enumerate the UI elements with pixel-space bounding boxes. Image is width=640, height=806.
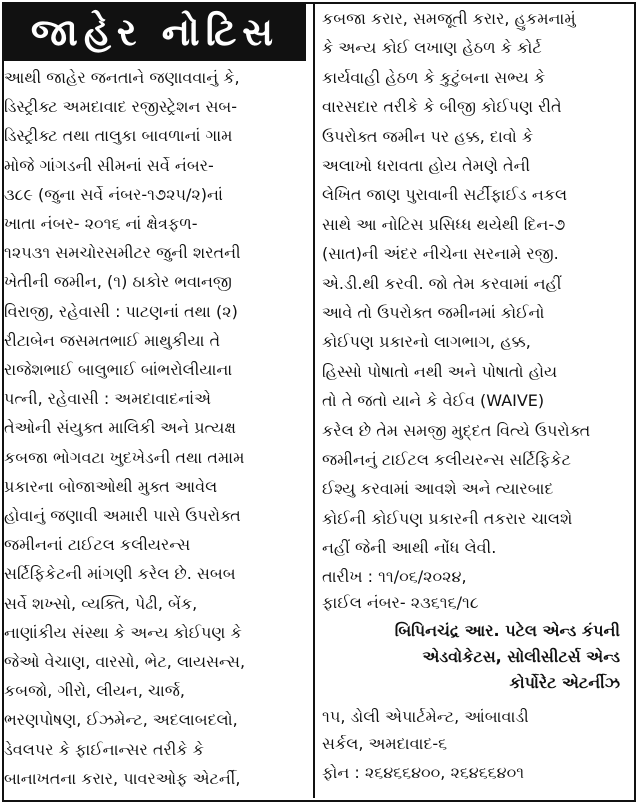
text-line: કોઈપણ પ્રકારનો લાગભાગ, હક્ક, — [322, 332, 531, 352]
text-line: આવે તો ઉપરોક્ત જમીનમાં કોઈનો — [322, 303, 545, 322]
firm-title-line-1: એડવોકેટસ, સોલીસીટર્સ એન્ડ — [422, 647, 620, 666]
text-line: અલાખો ધરાવતા હોય તેમણે તેની — [322, 156, 531, 175]
text-line: ડેવલપર કે ફાઈનાન્સર તરીકે કે — [4, 739, 204, 759]
phone-line: ફોન : ૨૬૪૬૬૪૦૦, ૨૬૪૬૬૪૦૧ — [322, 763, 525, 782]
text-line: હોવાનું જણાવી અમારી પાસે ઉપરોક્ત — [4, 506, 241, 525]
notice-title: જાહેર નોટિસ — [30, 10, 280, 54]
text-line: એ.ડી.થી કરવી. જો તેમ કરવામાં નહીં — [322, 273, 562, 293]
text-line: જેઓ વેચાણ, વારસો, ભેટ, લાયસન્સ, — [4, 652, 246, 671]
text-line: ભરણપોષણ, ઈઝમેન્ટ, અદલાબદલો, — [4, 710, 238, 730]
text-line: જમીનનું ટાઈટલ કલીયરન્સ સર્ટિફિકેટ — [322, 450, 571, 469]
text-line: કબજા ભોગવટા ખુદખેડની તથા તમામ — [4, 447, 245, 467]
text-line: કાર્યવાહી હેઠળ કે કુટુંબના સભ્ય કે — [322, 67, 546, 87]
text-line: જમીનનાં ટાઈટલ કલીયરન્સ — [4, 535, 191, 555]
text-line: સર્વે શખ્સો, વ્યક્તિ, પેઢી, બેંક, — [4, 593, 198, 613]
text-line: ખાતા નંબર- ૨૦૧૬ નાં ક્ષેત્રફળ- — [4, 214, 198, 233]
text-line: વિરાજી, રહેવાસી : પાટણનાં તથા (૨) — [4, 301, 238, 321]
date-line: તારીખ : ૧૧/૦૬/૨૦૨૪, — [322, 567, 467, 586]
text-line: ડિસ્ટ્રીક્ટ અમદાવાદ રજીસ્ટ્રેશન સબ- — [4, 97, 238, 117]
text-line: બાનાખતના કરાર, પાવરઓફ એટર્ની, — [4, 768, 241, 788]
text-line: તેઓની સંયુક્ત માલિકી અને પ્રત્યક્ષ — [4, 418, 236, 438]
text-line: વારસદાર તરીકે કે બીજી કોઈપણ રીતે — [322, 97, 562, 117]
text-line: મોજે ગાંગડની સીમનાં સર્વે નંબર- — [4, 155, 214, 175]
text-line: ખેતીની જમીન, (૧) ઠાકોર ભવાનજી — [4, 272, 232, 292]
text-line: હિસ્સો પોષાતો નથી અને પોષાતો હોય — [322, 361, 558, 381]
text-line: પ્રકારના બોજાઓથી મુક્ત આવેલ — [4, 476, 218, 496]
text-line: રાજેશભાઈ બાલુભાઈ બાંભરોલીયાના — [4, 360, 233, 379]
text-line: (સાત)ની અંદર નીચેના સરનામે રજી. — [322, 244, 559, 264]
text-line: તો તે જતો યાને કે વેઈવ (WAIVE) — [322, 391, 545, 411]
text-line: કરેલ છે તેમ સમજી મુદ્દત વિત્યે ઉપરોક્ત — [322, 420, 591, 440]
firm-title-line-2: કોર્પોરેટ એટર્નીઝ — [509, 673, 620, 692]
title-banner — [4, 4, 306, 61]
file-number-line: ફાઈલ નંબર- ૨૩૬૧૬/૧૮ — [322, 593, 479, 612]
text-line: સાથે આ નોટિસ પ્રસિધ્ધ થયેથી દિન-૭ — [322, 214, 566, 234]
text-line: રીટાબેન જસમતભાઈ માથુકીયા તે — [4, 330, 221, 350]
text-line: આથી જાહેર જનતાને જણાવવાનું કે, — [4, 68, 240, 87]
text-line: ઈશ્યુ કરવામાં આવશે અને ત્યારબાદ — [322, 479, 554, 499]
text-line: કે અન્ય કોઈ લખાણ હેઠળ કે કોર્ટ — [322, 38, 542, 58]
firm-name: બિપિનચંદ્ર આર. પટેલ એન્ડ કંપની — [394, 621, 620, 640]
text-line: નાણાંકીય સંસ્થા કે અન્ય કોઈપણ કે — [4, 622, 242, 642]
text-line: કબજા કરાર, સમજૂતી કરાર, હુકમનામું — [322, 9, 576, 28]
column-divider — [313, 4, 315, 798]
text-line: ડિસ્ટ્રીક્ટ તથા તાલુકા બાવળાનાં ગામ — [4, 126, 233, 146]
address-line-2: સર્કલ, અમદાવાદ-૬ — [322, 734, 448, 753]
text-line: સર્ટિફિકેટની માંગણી કરેલ છે. સબબ — [4, 564, 236, 584]
text-line: ઉપરોક્ત જમીન પર હક્ક, દાવો કે — [322, 126, 534, 146]
text-line: પત્ની, રહેવાસી : અમદાવાદનાંએ — [4, 389, 211, 409]
text-line: ૧૨૫૩૧ સમચોરસમીટર જુની શરતની — [4, 243, 241, 263]
text-line: કબજો, ગીરો, લીયન, ચાર્જ, — [4, 681, 185, 701]
address-line-1: ૧૫, ડોલી એપાર્ટમેન્ટ, આંબાવાડી — [322, 707, 529, 726]
text-line: કોઈની કોઈપણ પ્રકારની તકરાર ચાલશે — [322, 508, 573, 528]
text-line: લેખિત જાણ પુરાવાની સર્ટીફાઈડ નકલ — [322, 185, 568, 205]
text-line: નહીં જેની આથી નોંધ લેવી. — [322, 538, 497, 558]
text-line: ૩૮૯ (જુના સર્વે નંબર-૧૭૨૫/૨)નાં — [4, 184, 223, 204]
